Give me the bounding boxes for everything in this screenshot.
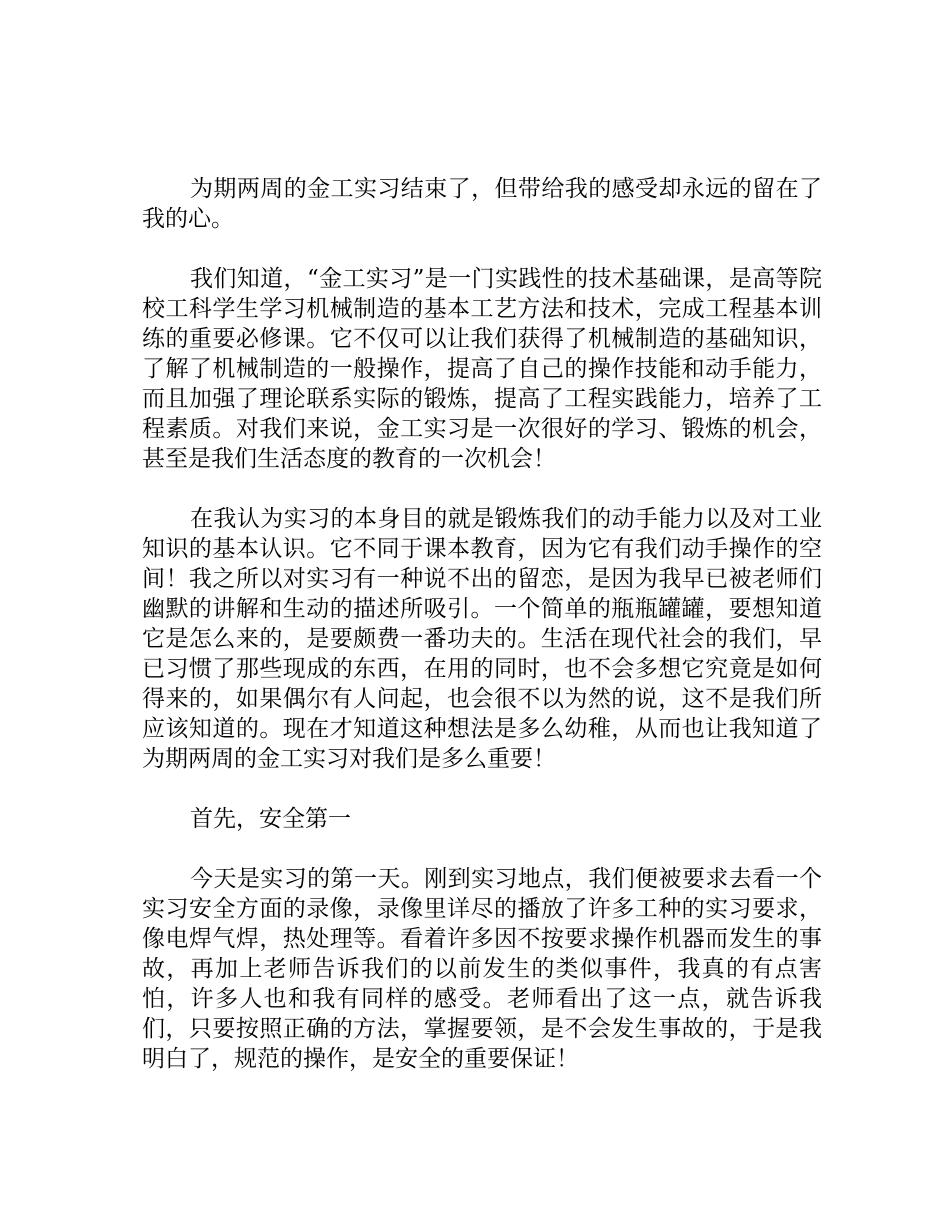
section-heading-safety: 首先，安全第一	[190, 806, 351, 832]
paragraph-intro: 为期两周的金工实习结束了，但带给我的感受却永远的留在了我的心。	[142, 176, 822, 232]
document-body	[142, 174, 822, 1074]
paragraph-first-day: 今天是实习的第一天。刚到实习地点，我们便被要求去看一个实习安全方面的录像，录像里详尽的播放了许多工种的实习要求，像电焊气焊，热处理等。看着许多因不按要求操作机器而发生的事故，再加上老师告诉我们的以前发生的类似事件，我真的有点害怕，许多人也和我有同样的感受。老师看出了这一点，就告诉我们，只要按照正确的方法，掌握要领，是不会发生事故的，于是我明白了，规范的操作，是安全的重要保证！	[142, 866, 822, 1072]
paragraph-course-description: 我们知道，“金工实习”是一门实践性的技术基础课，是高等院校工科学生学习机械制造的基本工艺方法和技术，完成工程基本训练的重要必修课。它不仅可以让我们获得了机械制造的基础知识，了解了机械制造的一般操作，提高了自己的操作技能和动手能力，而且加强了理论联系实际的锻炼，提高了工程实践能力，培养了工程素质。对我们来说，金工实习是一次很好的学习、锻炼的机会，甚至是我们生活态度的教育的一次机会！	[142, 266, 822, 472]
paragraph-purpose: 在我认为实习的本身目的就是锻炼我们的动手能力以及对工业知识的基本认识。它不同于课本教育，因为它有我们动手操作的空间！我之所以对实习有一种说不出的留恋，是因为我早已被老师们幽默的讲解和生动的描述所吸引。一个简单的瓶瓶罐罐，要想知道它是怎么来的，是要颇费一番功夫的。生活在现代社会的我们，早已习惯了那些现成的东西，在用的同时，也不会多想它究竟是如何得来的，如果偶尔有人问起，也会很不以为然的说，这不是我们所应该知道的。现在才知道这种想法是多么幼稚，从而也让我知道了为期两周的金工实习对我们是多么重要！	[142, 506, 822, 772]
